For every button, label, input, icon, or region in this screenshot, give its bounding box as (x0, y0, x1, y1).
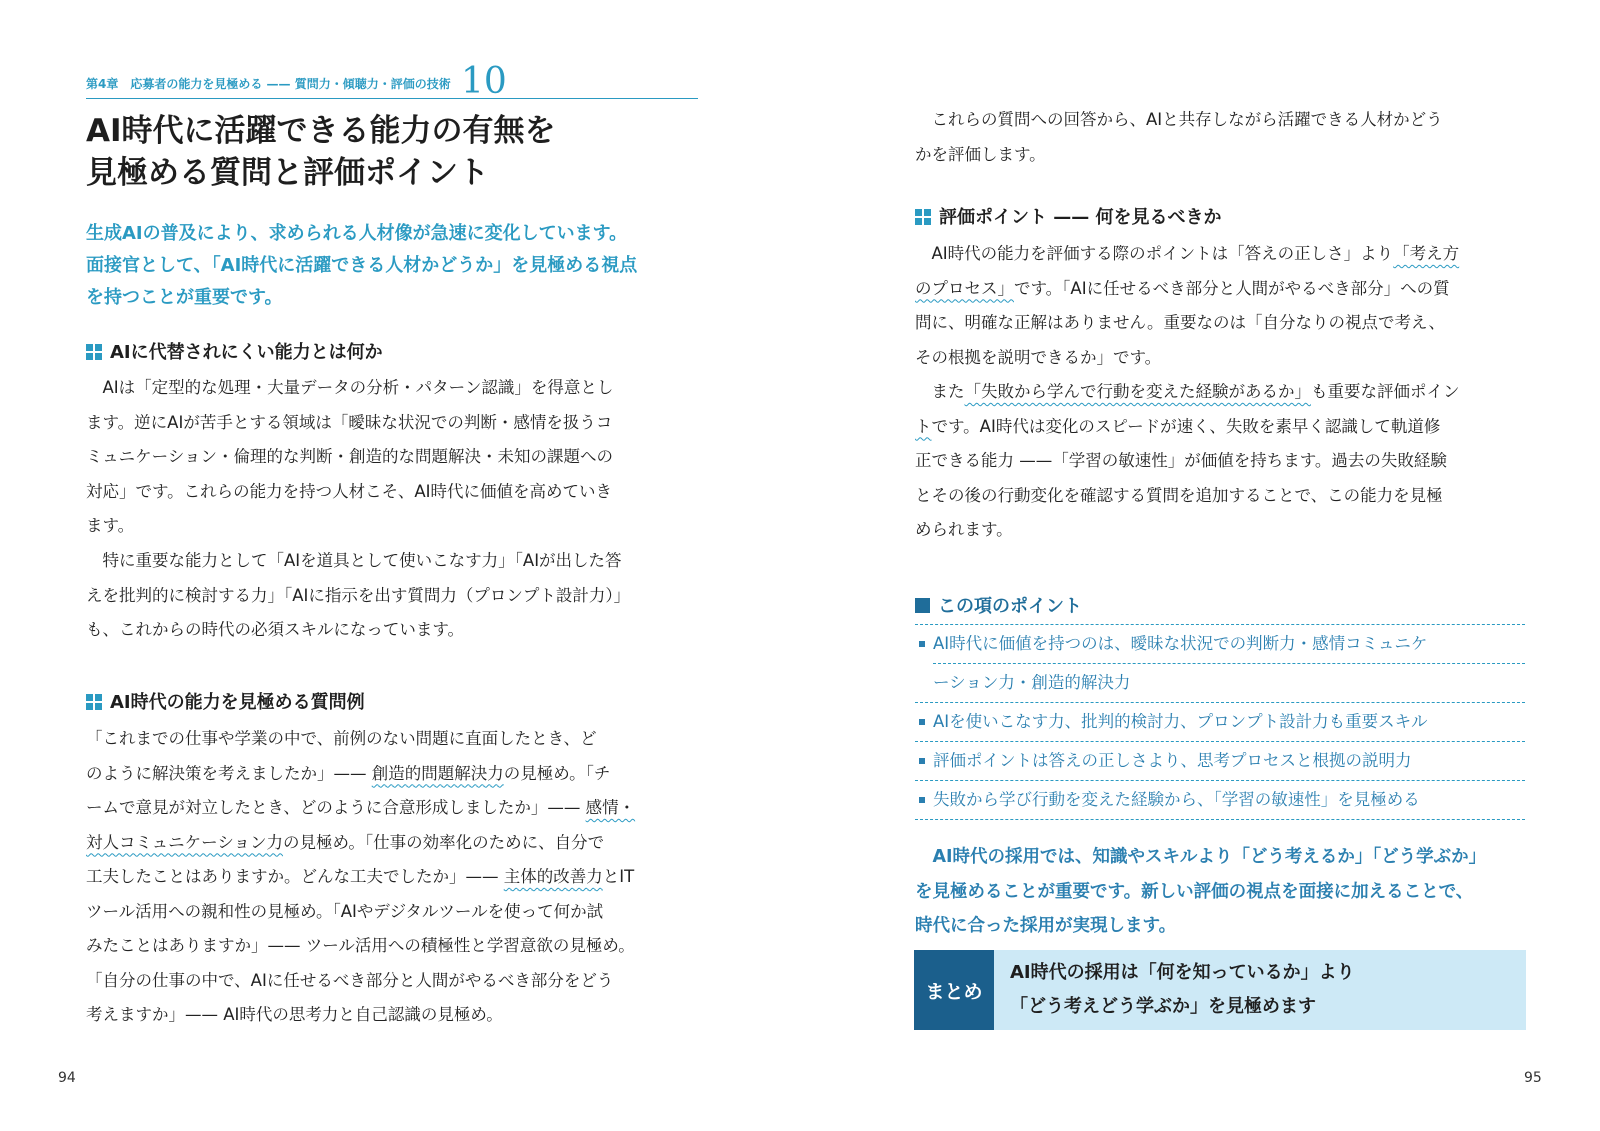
square-bullet-icon (919, 797, 925, 803)
text-line (915, 272, 1460, 307)
emphasized-text: 創造的問題解決力 (371, 763, 504, 783)
square-bullet-icon (919, 641, 925, 647)
text-segment: ームで意見が対立したとき、どのように合意形成しましたか」—— (86, 798, 586, 817)
square-bullet-icon (915, 598, 930, 613)
text-line (915, 341, 1460, 376)
section-heading-text: 評価ポイント —— 何を見るべきか (939, 207, 1222, 228)
key-point-line: 評価ポイントは答えの正しさより、思考プロセスと根拠の説明力 (933, 751, 1412, 770)
text-segment: また (915, 382, 965, 401)
intro-paragraph (915, 103, 1443, 172)
key-point-line: AI時代に価値を持つのは、曖昧な状況での判断力・感情コミュニケ (933, 634, 1428, 653)
text-line: これらの質問への回答から、AIと共存しながら活躍できる人材かどう (915, 110, 1443, 129)
text-segment: です。AI時代は変化のスピードが速く、失敗を素早く認識して軌道修 (931, 416, 1441, 436)
key-point-item (915, 742, 1525, 781)
text-segment: とIT (602, 867, 635, 886)
text-segment: 考えますか」—— AI時代の思考力と自己認識の見極め。 (86, 1005, 503, 1024)
summary-label: まとめ (914, 950, 994, 1030)
key-points-heading-text: この項のポイント (938, 596, 1082, 617)
text-segment: 問に、明確な正解はありません。重要なのは「自分なりの視点で考え、 (915, 313, 1445, 332)
square-bullet-icon (919, 719, 925, 725)
section-heading-text: AIに代替されにくい能力とは何か (110, 342, 383, 363)
text-segment: 「これまでの仕事や学業の中で、前例のない問題に直面したとき、ど (86, 729, 597, 748)
lead-line: を持つことが重要です。 (86, 287, 283, 308)
text-line (915, 479, 1460, 514)
emphasized-text: のプロセス」 (915, 278, 1014, 298)
lead-line: 面接官として、「AI時代に活躍できる人材かどうか」を見極める視点 (86, 255, 638, 276)
text-line (86, 929, 635, 964)
conclusion-paragraph (915, 840, 1535, 944)
text-line: 特に重要な能力として「AIを道具として使いこなす力」「AIが出した答 (86, 551, 622, 570)
text-line: も、これからの時代の必須スキルになっています。 (86, 620, 465, 639)
key-point-line: 失敗から学び行動を変えた経験から、「学習の敏速性」を見極める (933, 790, 1420, 809)
key-point-item (915, 703, 1525, 742)
emphasized-text: 対人コミュニケーション力 (86, 832, 284, 852)
lead-paragraph (86, 218, 706, 314)
summary-line: AI時代の採用は「何を知っているか」より (1010, 962, 1355, 983)
text-line (86, 826, 635, 861)
summary-box (914, 950, 1526, 1030)
text-line (86, 791, 635, 826)
text-segment: ツール活用への親和性の見極め。「AIやデジタルツールを使って何か試 (86, 901, 604, 921)
emphasized-text: 「失敗から学んで行動を変えた経験があるか」 (964, 382, 1311, 401)
section1-paragraph-1 (86, 371, 613, 544)
text-segment: AI時代の能力を評価する際のポイントは「答えの正しさ」より (915, 244, 1394, 263)
text-line: かを評価します。 (915, 144, 1046, 164)
chapter-header (86, 58, 698, 102)
text-segment: 工夫したことはありますか。どんな工夫でしたか」—— (86, 867, 504, 886)
text-segment: です。「AIに任せるべき部分と人間がやるべき部分」への質 (1014, 278, 1450, 298)
text-line (86, 722, 635, 757)
conclusion-line: 時代に合った採用が実現します。 (915, 916, 1177, 936)
text-segment: も重要な評価ポイン (1311, 382, 1460, 401)
text-segment: その根拠を説明できるか」です。 (915, 347, 1162, 367)
text-segment: の見極め。「仕事の効率化のために、自分で (283, 832, 605, 852)
key-point-line: ーション力・創造的解決力 (933, 663, 1525, 702)
grid-square-icon (86, 344, 102, 360)
text-line: AIは「定型的な処理・大量データの分析・パターン認識」を得意とし (86, 378, 614, 397)
text-line (86, 895, 635, 930)
conclusion-line: AI時代の採用では、知識やスキルより「どう考えるか」「どう学ぶか」 (915, 847, 1487, 867)
text-line: ミュニケーション・倫理的な判断・創造的な問題解決・未知の課題への (86, 447, 614, 466)
text-segment: 「自分の仕事の中で、AIに任せるべき部分と人間がやるべき部分をどう (86, 970, 614, 990)
page-title (86, 110, 706, 194)
key-point-line: AIを使いこなす力、批判的検討力、プロンプト設計力も重要スキル (933, 712, 1428, 731)
conclusion-line: を見極めることが重要です。新しい評価の視点を面接に加えることで、 (915, 881, 1474, 902)
text-segment: の見極め。「チ (503, 763, 611, 783)
text-segment: とその後の行動変化を確認する質問を追加することで、この能力を見極 (915, 485, 1443, 505)
summary-line: 「どう考えどう学ぶか」を見極めます (1010, 996, 1316, 1017)
section-heading (86, 340, 383, 366)
text-line (86, 998, 635, 1033)
text-line: ます。逆にAIが苦手とする領域は「曖昧な状況での判断・感情を扱うコ (86, 412, 613, 432)
text-line (915, 375, 1460, 410)
text-line: 対応」です。これらの能力を持つ人材こそ、AI時代に価値を高めていき (86, 481, 613, 501)
emphasized-text: 感情・ (585, 798, 636, 817)
key-point-item (915, 625, 1525, 703)
key-point-item (915, 781, 1525, 820)
page-number: 94 (58, 1070, 76, 1086)
text-line: えを批判的に検討する力」「AIに指示を出す質問力（プロンプト設計力）」 (86, 585, 631, 605)
section1-paragraph-2 (86, 544, 630, 648)
text-line (915, 237, 1460, 272)
emphasized-text: 主体的改善力 (503, 867, 603, 886)
title-line: 見極める質問と評価ポイント (86, 155, 489, 191)
section-number: 10 (461, 61, 507, 102)
title-line: AI時代に活躍できる能力の有無を (86, 113, 556, 149)
text-line (915, 306, 1460, 341)
question-examples-paragraph (86, 722, 635, 1033)
chapter-label: 第4章 応募者の能力を見極める —— 質問力・傾聴力・評価の技術 (86, 77, 451, 91)
text-line (915, 444, 1460, 479)
page-number: 95 (1524, 1070, 1542, 1086)
text-line (915, 410, 1460, 445)
section-heading-text: AI時代の能力を見極める質問例 (110, 692, 365, 713)
text-line (915, 513, 1460, 548)
section-heading (86, 690, 365, 716)
text-segment: みたことはありますか」—— ツール活用への積極性と学習意欲の見極め。 (86, 936, 635, 955)
text-line (86, 860, 635, 895)
text-segment: のように解決策を考えましたか」—— (86, 763, 372, 783)
emphasized-text: ト (915, 416, 932, 436)
text-line (86, 757, 635, 792)
lead-line: 生成AIの普及により、求められる人材像が急速に変化しています。 (86, 223, 628, 244)
key-points-heading (915, 592, 1082, 618)
square-bullet-icon (919, 758, 925, 764)
evaluation-paragraph (915, 237, 1460, 548)
summary-text (1010, 956, 1355, 1024)
text-segment: められます。 (915, 520, 1013, 539)
text-line (86, 964, 635, 999)
emphasized-text: 「考え方 (1393, 244, 1460, 263)
grid-square-icon (915, 209, 931, 225)
key-points-list (915, 624, 1525, 820)
text-segment: 正できる能力 ——「学習の敏速性」が価値を持ちます。過去の失敗経験 (915, 451, 1447, 470)
text-line: ます。 (86, 516, 135, 535)
grid-square-icon (86, 694, 102, 710)
section-heading (915, 205, 1222, 231)
